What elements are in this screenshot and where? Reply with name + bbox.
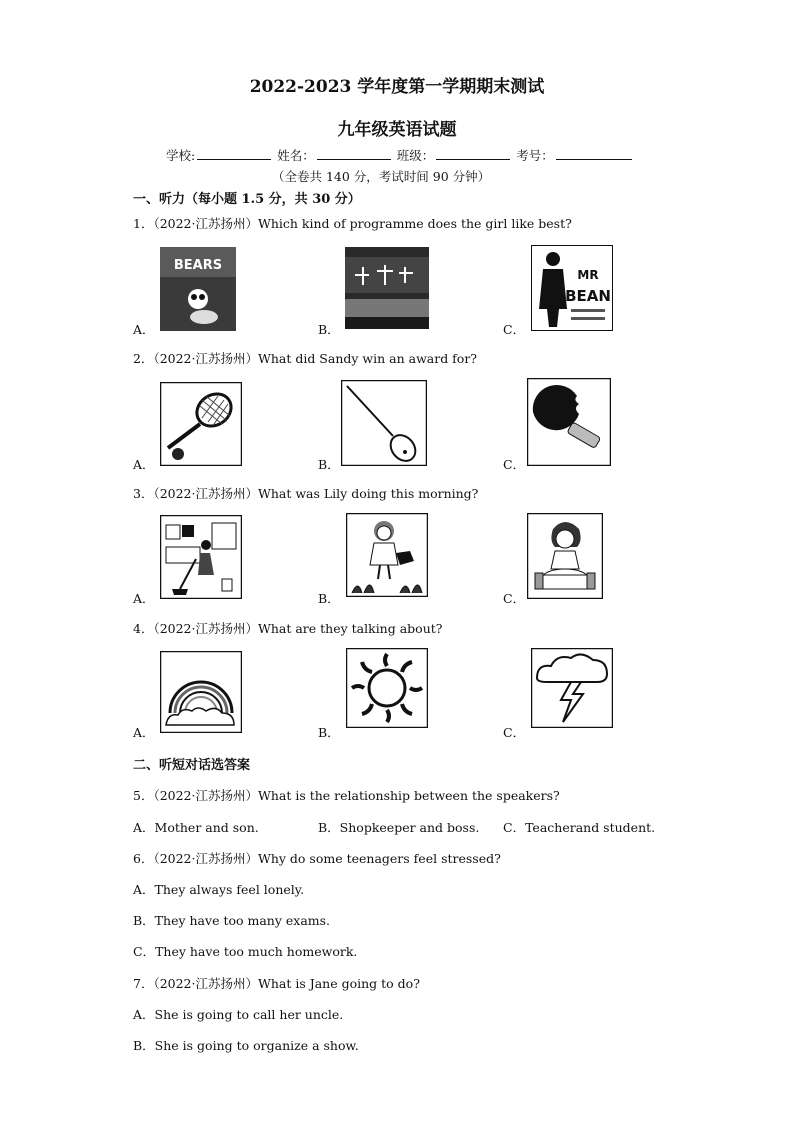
name-field[interactable] bbox=[317, 147, 391, 160]
sweeping-floor bbox=[160, 515, 242, 599]
q6-option-a[interactable]: A．They always feel lonely. bbox=[133, 882, 305, 897]
mr-bean-comedy-cover bbox=[531, 245, 613, 331]
q5-option-a[interactable]: A．Mother and son. bbox=[133, 820, 259, 835]
bears-text: BEARS bbox=[173, 258, 223, 273]
q6-option-b[interactable]: B．They have too many exams. bbox=[133, 913, 331, 928]
table-tennis-bat bbox=[527, 378, 611, 466]
rainbow bbox=[160, 651, 242, 733]
school-label: 学校: bbox=[166, 148, 196, 163]
bean-text: BEAN bbox=[565, 287, 611, 305]
q5-option-c[interactable]: C．Teacherand student. bbox=[503, 820, 656, 835]
badminton-racket bbox=[341, 380, 427, 466]
q3-option-a[interactable]: A． bbox=[133, 591, 155, 606]
q3-option-c[interactable]: C． bbox=[503, 591, 526, 606]
q1-option-a[interactable]: A． bbox=[133, 322, 155, 337]
section-1-heading: 一、听力（每小题 1.5 分，共 30 分） bbox=[133, 192, 361, 207]
washing-clothes bbox=[527, 513, 603, 599]
q2-option-b[interactable]: B． bbox=[318, 457, 340, 472]
exam-number-label: 考号： bbox=[516, 148, 554, 163]
question-3: 3．（2022·江苏扬州）What was Lily doing this morning? bbox=[133, 486, 479, 501]
class-field[interactable] bbox=[436, 147, 510, 160]
tennis-racket bbox=[160, 382, 242, 466]
exam-number-field[interactable] bbox=[556, 147, 632, 160]
q4-option-b[interactable]: B． bbox=[318, 725, 340, 740]
q1-option-c[interactable]: C． bbox=[503, 322, 526, 337]
class-label: 班级： bbox=[396, 148, 435, 163]
question-1: 1．（2022·江苏扬州）Which kind of programme does the girl like best? bbox=[133, 216, 572, 231]
watering-flowers bbox=[346, 513, 428, 597]
school-field[interactable] bbox=[197, 147, 271, 160]
q5-option-b[interactable]: B．Shopkeeper and boss. bbox=[318, 820, 480, 835]
q6-option-c[interactable]: C．They have too much homework. bbox=[133, 944, 358, 959]
exam-note: （全卷共 140 分，考试时间 90 分钟） bbox=[272, 169, 491, 184]
q1-option-b[interactable]: B． bbox=[318, 322, 340, 337]
q4-option-a[interactable]: A． bbox=[133, 725, 155, 740]
bears-documentary-cover bbox=[160, 247, 236, 331]
mr-text: MR bbox=[577, 268, 599, 282]
question-7: 7．（2022·江苏扬州）What is Jane going to do? bbox=[133, 976, 420, 991]
thunderstorm bbox=[531, 648, 613, 728]
chinese-drama-poster bbox=[345, 247, 429, 329]
sun bbox=[346, 648, 428, 728]
exam-title: 2022-2023 学年度第一学期期末测试 bbox=[249, 77, 545, 97]
q2-option-a[interactable]: A． bbox=[133, 457, 155, 472]
q7-option-b[interactable]: B．She is going to organize a show. bbox=[133, 1038, 359, 1053]
exam-subtitle: 九年级英语试题 bbox=[337, 120, 457, 140]
question-5: 5．（2022·江苏扬州）What is the relationship between the speakers? bbox=[133, 788, 560, 803]
q7-option-a[interactable]: A．She is going to call her uncle. bbox=[133, 1007, 344, 1022]
name-label: 姓名： bbox=[277, 148, 315, 163]
q2-option-c[interactable]: C． bbox=[503, 457, 526, 472]
question-4: 4．（2022·江苏扬州）What are they talking about? bbox=[133, 621, 443, 636]
question-6: 6．（2022·江苏扬州）Why do some teenagers feel stressed? bbox=[133, 851, 501, 866]
q4-option-c[interactable]: C． bbox=[503, 725, 526, 740]
student-info-row bbox=[166, 146, 634, 164]
question-2: 2．（2022·江苏扬州）What did Sandy win an award for? bbox=[133, 351, 477, 366]
q3-option-b[interactable]: B． bbox=[318, 591, 340, 606]
section-2-heading: 二、听短对话选答案 bbox=[133, 758, 251, 773]
